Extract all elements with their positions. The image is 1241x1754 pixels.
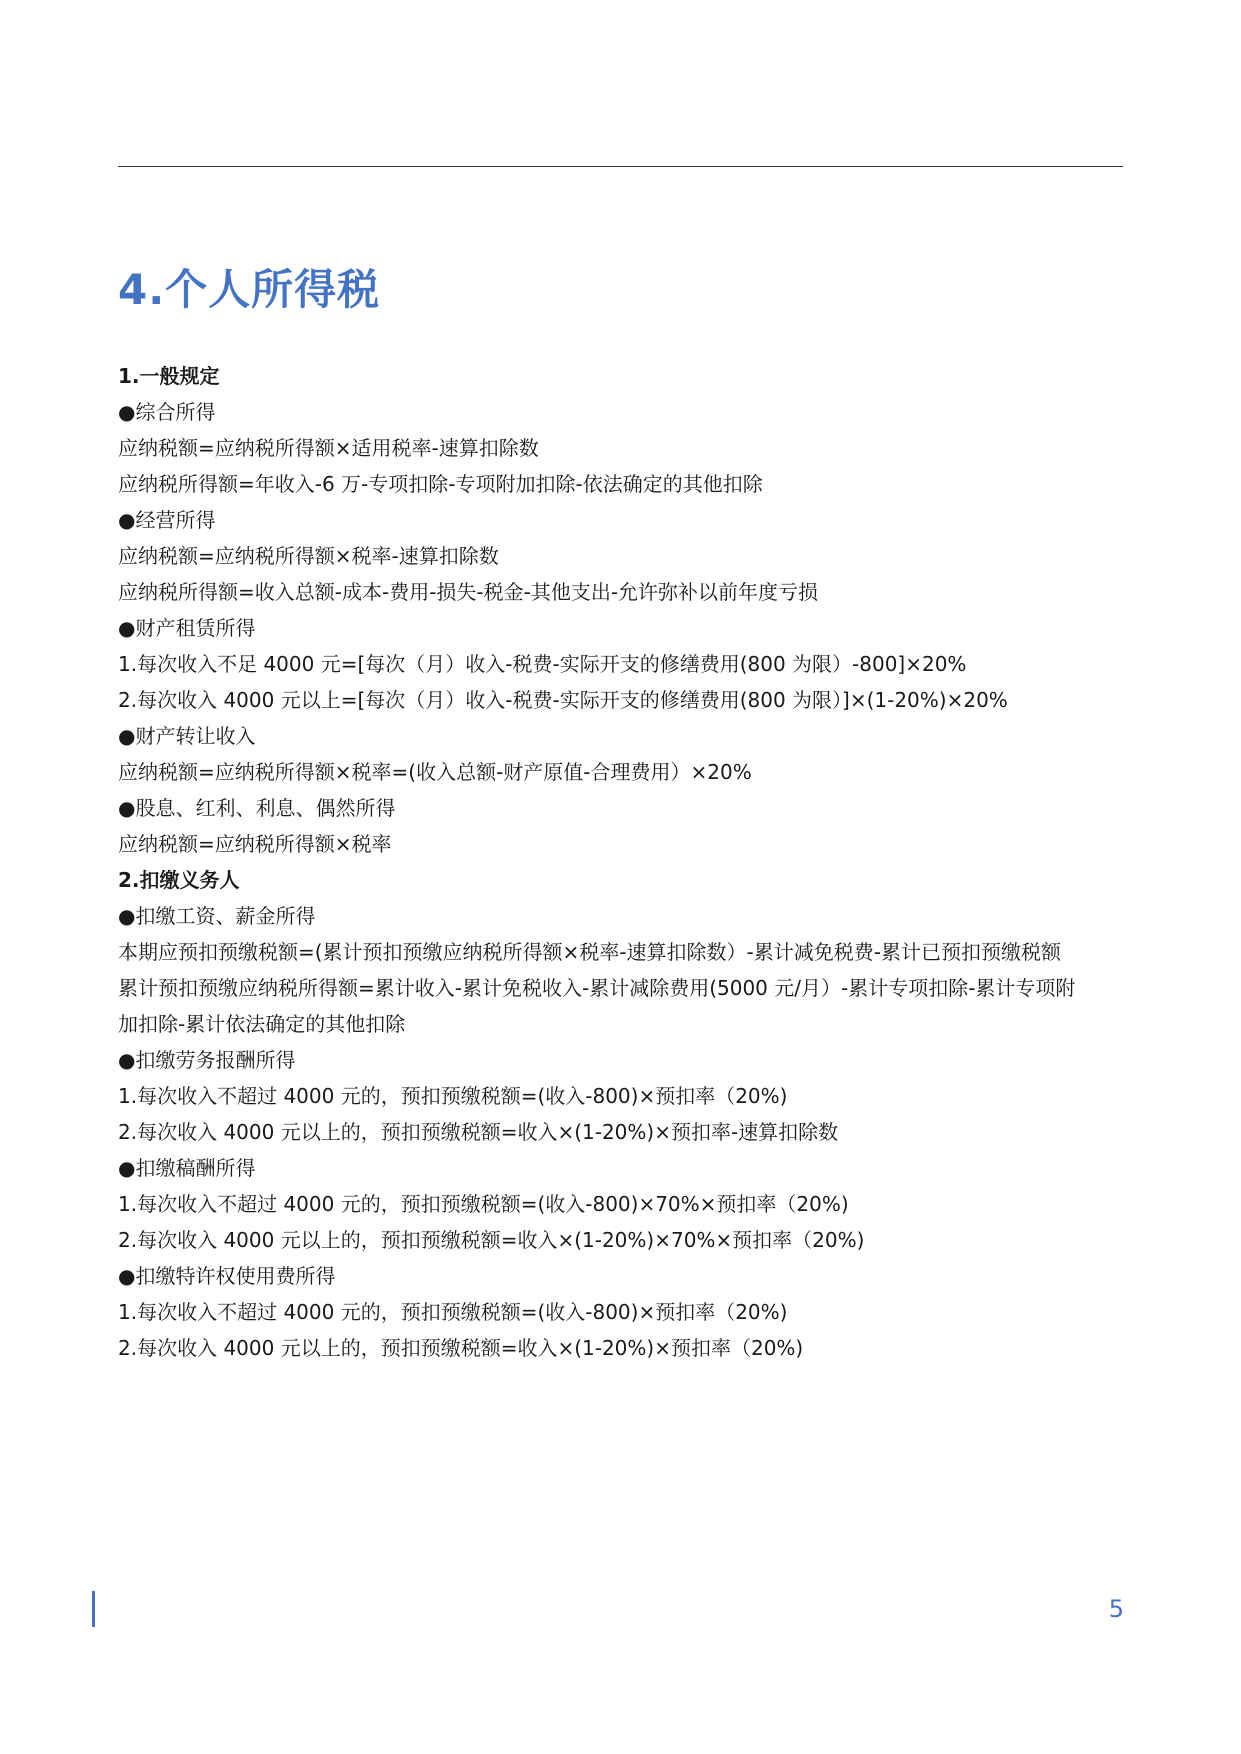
formula-line: 应纳税额=应纳税所得额×税率=(收入总额-财产原值-合理费用）×20% [118,760,752,784]
formula-line: 加扣除-累计依法确定的其他扣除 [118,1012,406,1036]
category-item: ●综合所得 [118,400,216,424]
formula-line: 1.每次收入不超过 4000 元的，预扣预缴税额=(收入-800)×预扣率（20%) [118,1084,788,1108]
formula-line: 2.每次收入 4000 元以上的，预扣预缴税额=收入×(1-20%)×70%×预扣率（20%) [118,1228,865,1252]
formula-line: 2.每次收入 4000 元以上=[每次（月）收入-税费-实际开支的修缮费用(800 为限）]×(1-20%)×20% [118,688,1008,712]
category-item: ●股息、红利、利息、偶然所得 [118,796,396,820]
formula-line: 本期应预扣预缴税额=(累计预扣预缴应纳税所得额×税率-速算扣除数）-累计减免税费-累计已预扣预缴税额 [118,940,1061,964]
category-item: ●财产租赁所得 [118,616,256,640]
category-item: ●扣缴劳务报酬所得 [118,1048,296,1072]
formula-line: 1.每次收入不超过 4000 元的，预扣预缴税额=(收入-800)×预扣率（20%) [118,1300,788,1324]
formula-line: 1.每次收入不超过 4000 元的，预扣预缴税额=(收入-800)×70%×预扣率（20%) [118,1192,849,1216]
formula-line: 应纳税所得额=年收入-6 万-专项扣除-专项附加扣除-依法确定的其他扣除 [118,472,763,496]
category-item: ●扣缴稿酬所得 [118,1156,256,1180]
section-title: 4.个人所得税 [118,265,381,314]
formula-line: 累计预扣预缴应纳税所得额=累计收入-累计免税收入-累计减除费用(5000 元/月）-累计专项扣除-累计专项附 [118,976,1076,1000]
page-marker-bar [92,1591,95,1627]
category-item: ●财产转让收入 [118,724,256,748]
category-item: ●经营所得 [118,508,216,532]
formula-line: 应纳税所得额=收入总额-成本-费用-损失-税金-其他支出-允许弥补以前年度亏损 [118,580,819,604]
formula-line: 2.每次收入 4000 元以上的，预扣预缴税额=收入×(1-20%)×预扣率-速算扣除数 [118,1120,839,1144]
subsection-heading: 2.扣缴义务人 [118,868,240,892]
category-item: ●扣缴工资、薪金所得 [118,904,316,928]
formula-line: 应纳税额=应纳税所得额×税率-速算扣除数 [118,544,499,568]
page-number: 5 [1108,1595,1124,1623]
body-text [118,358,1123,1366]
formula-line: 2.每次收入 4000 元以上的，预扣预缴税额=收入×(1-20%)×预扣率（20%) [118,1336,804,1360]
category-item: ●扣缴特许权使用费所得 [118,1264,336,1288]
formula-line: 应纳税额=应纳税所得额×税率 [118,832,392,856]
subsection-heading: 1.一般规定 [118,364,220,388]
formula-line: 1.每次收入不足 4000 元=[每次（月）收入-税费-实际开支的修缮费用(800 为限）-800]×20% [118,652,967,676]
header-rule [118,166,1123,167]
formula-line: 应纳税额=应纳税所得额×适用税率-速算扣除数 [118,436,539,460]
